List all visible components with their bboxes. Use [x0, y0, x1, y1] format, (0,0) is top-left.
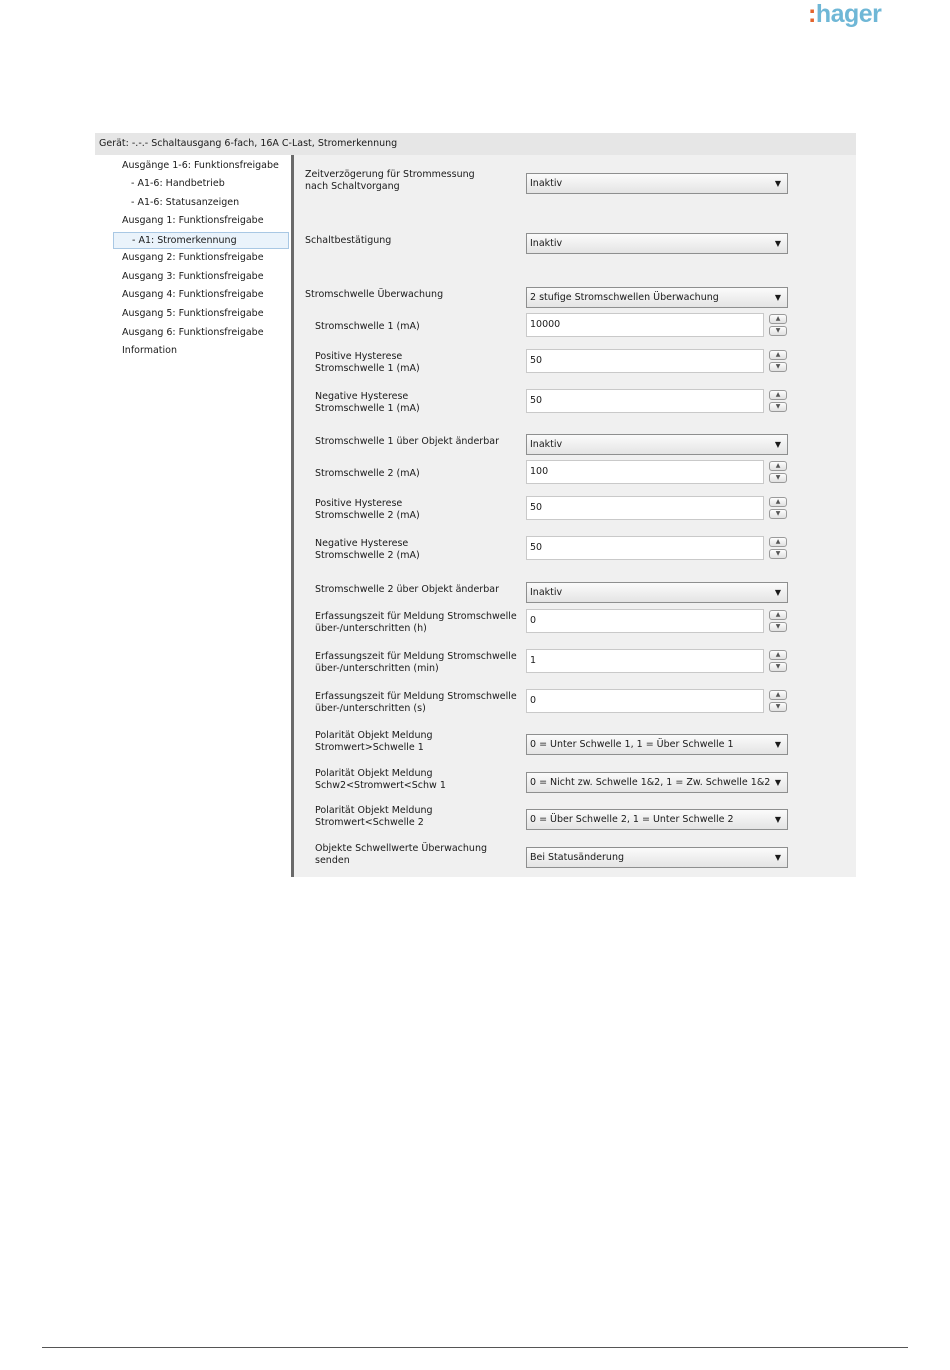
spin-down-icon[interactable]: ▼: [769, 362, 787, 372]
dropdown-value: 0 = Nicht zw. Schwelle 1&2, 1 = Zw. Schwelle 1&2: [530, 777, 771, 788]
tree-item[interactable]: Ausgang 1: Funktionsfreigabe: [122, 215, 264, 226]
parameter-dropdown[interactable]: [526, 233, 788, 254]
chevron-down-icon[interactable]: ▼: [774, 293, 781, 302]
parameter-label-line2: über-/unterschritten (min): [315, 663, 439, 674]
parameter-dropdown[interactable]: [526, 287, 788, 308]
tree-item[interactable]: - A1-6: Statusanzeigen: [131, 197, 240, 208]
spin-down-icon[interactable]: ▼: [769, 622, 787, 632]
parameter-label-line2: Stromschwelle 2 (mA): [315, 550, 420, 561]
parameter-label-line2: Stromschwelle 1 (mA): [315, 403, 420, 414]
window-title: Gerät: -.-.- Schaltausgang 6-fach, 16A C-Last, Stromerkennung: [95, 133, 856, 155]
number-field[interactable]: 100: [526, 460, 764, 484]
parameter-label: [315, 805, 433, 829]
chevron-down-icon[interactable]: ▼: [774, 740, 781, 749]
spin-up-icon[interactable]: ▲: [769, 690, 787, 700]
number-field[interactable]: 50: [526, 389, 764, 413]
parameter-label-line2: nach Schaltvorgang: [305, 181, 400, 192]
parameter-label: [305, 289, 443, 301]
spin-down-icon[interactable]: ▼: [769, 549, 787, 559]
tree-item[interactable]: Ausgang 5: Funktionsfreigabe: [122, 308, 264, 319]
tree-item[interactable]: - A1: Stromerkennung: [113, 232, 289, 249]
chevron-down-icon[interactable]: ▼: [774, 815, 781, 824]
spin-up-icon[interactable]: ▲: [769, 497, 787, 507]
parameter-dropdown[interactable]: [526, 772, 788, 793]
number-field[interactable]: 0: [526, 689, 764, 713]
spin-up-icon[interactable]: ▲: [769, 461, 787, 471]
spin-down-icon[interactable]: ▼: [769, 326, 787, 336]
parameter-label: [315, 351, 420, 375]
tree-item[interactable]: Ausgang 2: Funktionsfreigabe: [122, 252, 264, 263]
parameter-number-input: [526, 536, 788, 560]
spin-down-icon[interactable]: ▼: [769, 662, 787, 672]
page-footer-rule: [42, 1347, 908, 1348]
parameter-label-line2: Stromwert<Schwelle 2: [315, 817, 424, 828]
parameter-label-line1: Negative Hysterese: [315, 538, 409, 549]
parameter-number-input: [526, 496, 788, 520]
parameter-label-line1: Polarität Objekt Meldung: [315, 730, 433, 741]
parameter-label: [315, 730, 433, 754]
parameter-number-input: [526, 649, 788, 673]
parameter-label: [315, 584, 499, 596]
parameter-label: [315, 538, 420, 562]
parameter-number-input: [526, 313, 788, 337]
chevron-down-icon[interactable]: ▼: [774, 853, 781, 862]
spin-up-icon[interactable]: ▲: [769, 314, 787, 324]
hager-logo: :hager: [808, 0, 882, 28]
dropdown-value: 2 stufige Stromschwellen Überwachung: [530, 292, 719, 303]
dropdown-value: Bei Statusänderung: [530, 852, 624, 863]
number-field[interactable]: 0: [526, 609, 764, 633]
spin-up-icon[interactable]: ▲: [769, 390, 787, 400]
spin-up-icon[interactable]: ▲: [769, 650, 787, 660]
parameter-label: [315, 611, 517, 635]
parameter-label: [315, 468, 420, 480]
parameter-label-line1: Stromschwelle Überwachung: [305, 289, 444, 300]
parameter-label-line1: Stromschwelle 1 (mA): [315, 321, 420, 332]
parameter-label-line1: Zeitverzögerung für Strommessung: [305, 169, 475, 180]
parameter-label: [315, 691, 517, 715]
dropdown-value: Inaktiv: [530, 439, 563, 450]
parameter-label: [315, 436, 499, 448]
parameter-label-line2: senden: [315, 855, 350, 866]
parameter-label-line2: Stromschwelle 2 (mA): [315, 510, 420, 521]
navigation-tree: [95, 155, 291, 877]
number-field[interactable]: 50: [526, 496, 764, 520]
spin-down-icon[interactable]: ▼: [769, 509, 787, 519]
parameter-number-input: [526, 460, 788, 484]
parameter-label-line2: über-/unterschritten (s): [315, 703, 426, 714]
parameter-label: [305, 169, 475, 193]
parameter-label-line1: Erfassungszeit für Meldung Stromschwelle: [315, 651, 517, 662]
parameter-label: [305, 235, 391, 247]
parameter-dropdown[interactable]: [526, 734, 788, 755]
number-field[interactable]: 1: [526, 649, 764, 673]
parameter-number-input: [526, 389, 788, 413]
parameter-label-line1: Stromschwelle 1 über Objekt änderbar: [315, 436, 499, 447]
parameter-label-line1: Objekte Schwellwerte Überwachung: [315, 843, 488, 854]
dropdown-value: 0 = Über Schwelle 2, 1 = Unter Schwelle 2: [530, 814, 734, 825]
parameter-label-line1: Erfassungszeit für Meldung Stromschwelle: [315, 691, 517, 702]
parameter-dropdown[interactable]: [526, 582, 788, 603]
parameter-label-line1: Stromschwelle 2 über Objekt änderbar: [315, 584, 499, 595]
parameter-label: [315, 321, 420, 333]
dropdown-value: 0 = Unter Schwelle 1, 1 = Über Schwelle 1: [530, 739, 734, 750]
parameter-dropdown[interactable]: [526, 173, 788, 194]
parameter-label-line2: Schw2<Stromwert<Schw 1: [315, 780, 446, 791]
parameter-label-line1: Polarität Objekt Meldung: [315, 768, 433, 779]
dropdown-value: Inaktiv: [530, 238, 563, 249]
tree-item[interactable]: Ausgang 4: Funktionsfreigabe: [122, 289, 264, 300]
parameter-label: [315, 651, 517, 675]
tree-item[interactable]: Ausgänge 1-6: Funktionsfreigabe: [122, 160, 279, 171]
parameter-label-line1: Positive Hysterese: [315, 351, 403, 362]
parameter-panel: [294, 155, 856, 877]
parameter-label-line2: Stromwert>Schwelle 1: [315, 742, 424, 753]
parameter-label: [315, 843, 487, 867]
spin-up-icon[interactable]: ▲: [769, 350, 787, 360]
parameter-label-line2: über-/unterschritten (h): [315, 623, 427, 634]
parameter-label: [315, 391, 420, 415]
parameter-label-line1: Positive Hysterese: [315, 498, 403, 509]
parameter-number-input: [526, 349, 788, 373]
parameter-dropdown[interactable]: [526, 847, 788, 868]
parameter-label-line1: Erfassungszeit für Meldung Stromschwelle: [315, 611, 517, 622]
spin-up-icon[interactable]: ▲: [769, 610, 787, 620]
spin-down-icon[interactable]: ▼: [769, 402, 787, 412]
number-field[interactable]: 10000: [526, 313, 764, 337]
chevron-down-icon[interactable]: ▼: [774, 179, 781, 188]
parameter-label-line1: Stromschwelle 2 (mA): [315, 468, 420, 479]
parameter-label: [315, 768, 446, 792]
tree-item[interactable]: Ausgang 6: Funktionsfreigabe: [122, 327, 264, 338]
tree-item[interactable]: Information: [122, 345, 177, 356]
parameter-window: [95, 133, 856, 877]
parameter-number-input: [526, 609, 788, 633]
spin-up-icon[interactable]: ▲: [769, 537, 787, 547]
parameter-label-line1: Polarität Objekt Meldung: [315, 805, 433, 816]
dropdown-value: Inaktiv: [530, 178, 563, 189]
chevron-down-icon[interactable]: ▼: [774, 440, 781, 449]
parameter-dropdown[interactable]: [526, 434, 788, 455]
number-field[interactable]: 50: [526, 349, 764, 373]
spin-down-icon[interactable]: ▼: [769, 702, 787, 712]
parameter-label-line2: Stromschwelle 1 (mA): [315, 363, 420, 374]
parameter-label: [315, 498, 420, 522]
dropdown-value: Inaktiv: [530, 587, 563, 598]
chevron-down-icon[interactable]: ▼: [774, 778, 781, 787]
parameter-dropdown[interactable]: [526, 809, 788, 830]
tree-item[interactable]: Ausgang 3: Funktionsfreigabe: [122, 271, 264, 282]
parameter-label-line1: Schaltbestätigung: [305, 235, 392, 246]
spin-down-icon[interactable]: ▼: [769, 473, 787, 483]
parameter-number-input: [526, 689, 788, 713]
chevron-down-icon[interactable]: ▼: [774, 239, 781, 248]
chevron-down-icon[interactable]: ▼: [774, 588, 781, 597]
number-field[interactable]: 50: [526, 536, 764, 560]
tree-item[interactable]: - A1-6: Handbetrieb: [131, 178, 225, 189]
parameter-label-line1: Negative Hysterese: [315, 391, 409, 402]
